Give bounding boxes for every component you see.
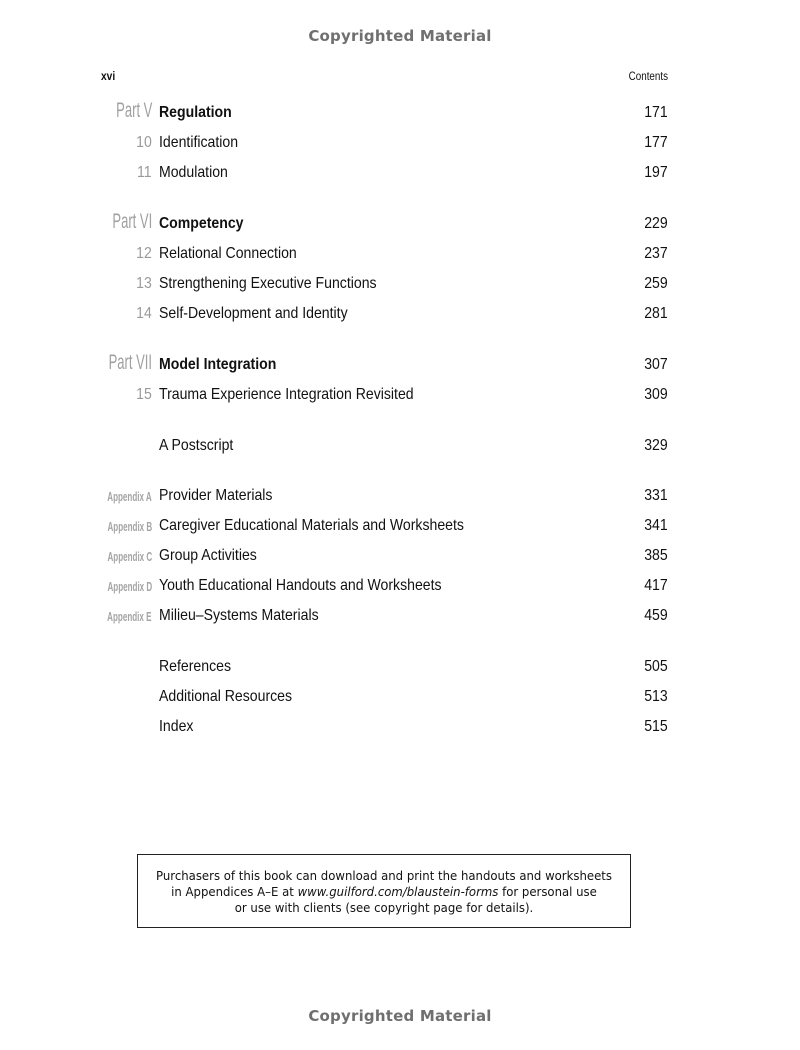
page-number: 329 bbox=[644, 437, 668, 454]
page-number: 229 bbox=[644, 215, 668, 232]
chapter-number: 13 bbox=[136, 275, 152, 292]
toc-entry-references[interactable] bbox=[0, 658, 800, 682]
appendix-title: Youth Educational Handouts and Worksheets bbox=[159, 577, 442, 594]
chapter-title: Modulation bbox=[159, 164, 228, 181]
page-number: 459 bbox=[644, 607, 668, 624]
entry-title: A Postscript bbox=[159, 437, 234, 454]
page-number: 237 bbox=[644, 245, 668, 262]
toc-entry-appendix[interactable] bbox=[0, 547, 800, 571]
appendix-label: Appendix E bbox=[107, 609, 152, 624]
chapter-title: Relational Connection bbox=[159, 245, 297, 262]
page-number: 331 bbox=[644, 487, 668, 504]
page-number: 177 bbox=[644, 134, 668, 151]
appendix-label: Appendix A bbox=[107, 489, 152, 504]
part-label: Part VII bbox=[108, 351, 152, 374]
toc-entry-appendix[interactable] bbox=[0, 517, 800, 541]
forms-url-link[interactable]: www.guilford.com/blaustein-forms bbox=[297, 885, 499, 899]
notice-line-1: Purchasers of this book can download and print the handouts and worksheets bbox=[156, 869, 613, 883]
toc-entry-chapter[interactable] bbox=[0, 134, 800, 158]
part-title: Competency bbox=[159, 215, 244, 232]
appendix-title: Provider Materials bbox=[159, 487, 273, 504]
toc-entry-part[interactable] bbox=[0, 351, 800, 380]
page-number: 385 bbox=[644, 547, 668, 564]
chapter-title: Self-Development and Identity bbox=[159, 305, 348, 322]
toc-entry-additional-resources[interactable] bbox=[0, 688, 800, 712]
appendix-title: Group Activities bbox=[159, 547, 257, 564]
page-number: 505 bbox=[644, 658, 668, 675]
chapter-title: Strengthening Executive Functions bbox=[159, 275, 377, 292]
notice-line-2-post: for personal use bbox=[498, 885, 597, 899]
toc-entry-chapter[interactable] bbox=[0, 386, 800, 410]
page-number: 281 bbox=[644, 305, 668, 322]
toc-entry-part[interactable] bbox=[0, 99, 800, 128]
toc-entry-index[interactable] bbox=[0, 718, 800, 742]
notice-line-3: or use with clients (see copyright page for details). bbox=[234, 901, 534, 915]
appendix-label: Appendix B bbox=[107, 519, 152, 534]
chapter-title: Trauma Experience Integration Revisited bbox=[159, 386, 414, 403]
part-label: Part V bbox=[115, 99, 152, 122]
chapter-number: 14 bbox=[136, 305, 152, 322]
part-label: Part VI bbox=[112, 210, 152, 233]
toc-entry-appendix[interactable] bbox=[0, 577, 800, 601]
appendix-title: Caregiver Educational Materials and Worksheets bbox=[159, 517, 464, 534]
part-title: Regulation bbox=[159, 104, 232, 121]
toc-entry-chapter[interactable] bbox=[0, 245, 800, 269]
running-head-section: Contents bbox=[628, 69, 668, 83]
chapter-number: 15 bbox=[136, 386, 152, 403]
page-number: 417 bbox=[644, 577, 668, 594]
chapter-number: 12 bbox=[136, 245, 152, 262]
page-number: 171 bbox=[644, 104, 668, 121]
entry-title: Additional Resources bbox=[159, 688, 293, 705]
page-number: 259 bbox=[644, 275, 668, 292]
chapter-number: 10 bbox=[136, 134, 152, 151]
page-number: 515 bbox=[644, 718, 668, 735]
appendix-label: Appendix D bbox=[107, 579, 152, 594]
copyright-watermark-top: Copyrighted Material bbox=[308, 27, 492, 45]
appendix-label: Appendix C bbox=[107, 549, 152, 564]
notice-line-2 bbox=[148, 884, 620, 900]
page-folio: xvi bbox=[101, 69, 116, 83]
chapter-title: Identification bbox=[159, 134, 239, 151]
toc-entry-postscript[interactable] bbox=[0, 437, 800, 461]
toc-entry-appendix[interactable] bbox=[0, 607, 800, 631]
toc-entry-appendix[interactable] bbox=[0, 487, 800, 511]
entry-title: References bbox=[159, 658, 232, 675]
running-head bbox=[101, 69, 668, 87]
notice-line-2-pre: in Appendices A–E at bbox=[171, 885, 298, 899]
download-notice-box bbox=[137, 854, 631, 928]
copyright-watermark-bottom: Copyrighted Material bbox=[308, 1007, 492, 1025]
page-number: 513 bbox=[644, 688, 668, 705]
page-number: 309 bbox=[644, 386, 668, 403]
appendix-title: Milieu–Systems Materials bbox=[159, 607, 319, 624]
entry-title: Index bbox=[159, 718, 194, 735]
part-title: Model Integration bbox=[159, 356, 277, 373]
toc-entry-chapter[interactable] bbox=[0, 164, 800, 188]
page-number: 307 bbox=[644, 356, 668, 373]
toc-entry-chapter[interactable] bbox=[0, 305, 800, 329]
page-number: 341 bbox=[644, 517, 668, 534]
chapter-number: 11 bbox=[137, 164, 152, 181]
toc-entry-chapter[interactable] bbox=[0, 275, 800, 299]
page-number: 197 bbox=[644, 164, 668, 181]
toc-entry-part[interactable] bbox=[0, 210, 800, 239]
